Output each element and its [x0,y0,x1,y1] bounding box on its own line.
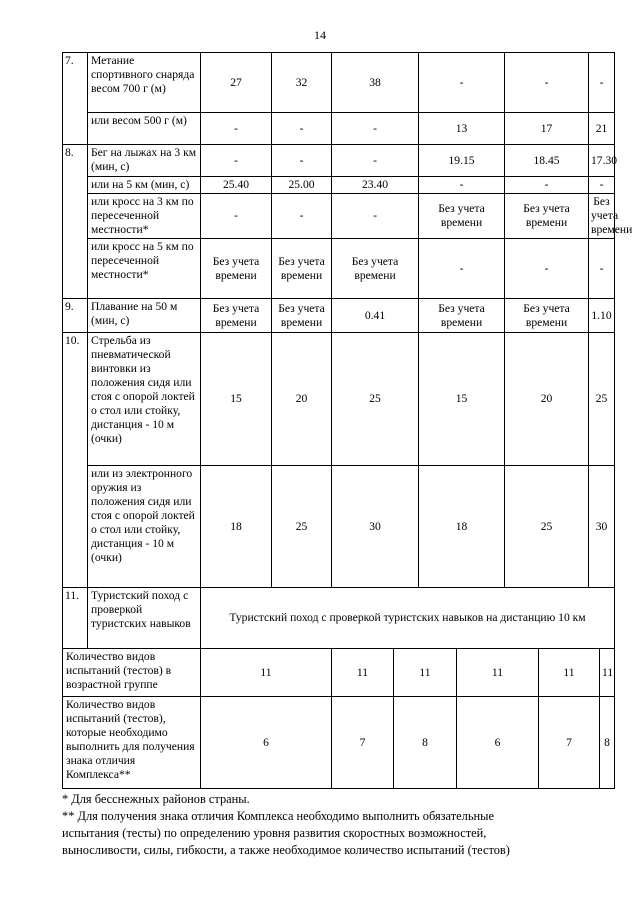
table-cell: 8 [394,697,457,789]
table-cell: 6 [201,697,332,789]
table-cell: - [201,145,272,177]
table-cell: 15 [419,333,505,466]
table-cell: 18 [201,466,272,588]
table-cell: Без учета времени [505,299,589,333]
row-number: 8. [63,145,88,299]
table-cell: - [272,145,332,177]
table-cell: 0.41 [332,299,419,333]
table-row [63,177,615,194]
table-cell: - [332,194,419,239]
table-row [63,299,615,333]
table-cell: 25 [272,466,332,588]
table-cell: Без учета времени [272,299,332,333]
footnote-line: испытания (тесты) по определению уровня развития скоростных возможностей, [62,826,487,840]
test-name: или на 5 км (мин, с) [88,177,201,194]
table-row [63,466,615,588]
table-row [63,145,615,177]
table-cell: - [201,113,272,145]
row-number: 9. [63,299,88,333]
table-row [63,697,615,789]
table-cell: 18.45 [505,145,589,177]
row-number: 11. [63,588,88,649]
table-cell: - [419,53,505,113]
test-name: Метание спортивного снаряда весом 700 г (м) [88,53,201,113]
table-cell: 32 [272,53,332,113]
table-row [63,649,615,697]
table-cell: - [272,194,332,239]
table-cell: - [589,177,615,194]
table-cell: 6 [457,697,539,789]
table-cell: 13 [419,113,505,145]
table-cell: 21 [589,113,615,145]
table-cell: 11 [539,649,600,697]
table-cell: - [589,53,615,113]
table-cell: 19.15 [419,145,505,177]
table-cell: 27 [201,53,272,113]
table-cell: - [505,239,589,299]
table-cell: - [201,194,272,239]
table-cell: - [419,239,505,299]
table-cell: - [589,239,615,299]
test-name: Туристский поход с проверкой туристских навыков [88,588,201,649]
table-row [63,113,615,145]
table-cell: Без учета времени [505,194,589,239]
total-tests-label: Количество видов испытаний (тестов) в возрастной группе [63,649,201,697]
table-cell: 15 [201,333,272,466]
table-cell: Без учета времени [272,239,332,299]
row-number: 10. [63,333,88,588]
test-name: Плавание на 50 м (мин, с) [88,299,201,333]
table-cell: 38 [332,53,419,113]
table-row [63,333,615,466]
table-cell: 20 [272,333,332,466]
table-cell: 18 [419,466,505,588]
table-cell: 7 [332,697,394,789]
norms-table [62,52,633,789]
row-number: 7. [63,53,88,145]
table-cell: 25.40 [201,177,272,194]
table-cell: 11 [600,649,615,697]
table-cell: 11 [332,649,394,697]
footnote-line: ** Для получения знака отличия Комплекса необходимо выполнить обязательные [62,809,494,823]
footnote-line: выносливости, силы, гибкости, а также необходимое количество испытаний (тестов) [62,843,510,857]
test-name: Бег на лыжах на 3 км (мин, с) [88,145,201,177]
table-row [63,53,615,113]
table-cell: 7 [539,697,600,789]
table-cell: 25 [505,466,589,588]
test-name: или из электронного оружия из положения сидя или стоя с опорой локтей о стол или стойку, дистанция - 10 м (очки) [88,466,201,588]
table-cell: 17 [505,113,589,145]
test-name: или кросс на 3 км по пересеченной местности* [88,194,201,239]
table-cell: - [419,177,505,194]
table-cell: Без учета времени [419,194,505,239]
test-name: Стрельба из пневматической винтовки из положения сидя или стоя с опорой локтей о стол или стойку, дистанция - 10 м (очки) [88,333,201,466]
test-name: или кросс на 5 км по пересеченной местности* [88,239,201,299]
table-cell: 8 [600,697,615,789]
table-cell: Без учета времени [419,299,505,333]
table-cell: - [505,177,589,194]
table-cell: Без учета времени [332,239,419,299]
footnote-snowless: * Для бесснежных районов страны. [62,792,250,806]
table-cell: Без учета времени [201,299,272,333]
table-cell: 11 [457,649,539,697]
table-cell: 1.10 [589,299,615,333]
table-cell: - [332,113,419,145]
table-cell: - [505,53,589,113]
page-number: 14 [314,28,326,42]
table-cell: Без учета времени [589,194,615,239]
table-row [63,239,615,299]
table-cell: 11 [394,649,457,697]
table-cell: Без учета времени [201,239,272,299]
table-row [63,588,615,649]
required-tests-label: Количество видов испытаний (тестов), которые необходимо выполнить для получения знака отличия Комплекса** [63,697,201,789]
table-row [63,194,615,239]
footnote-award [62,808,622,859]
table-cell: 23.40 [332,177,419,194]
table-cell: - [272,113,332,145]
table-cell: 30 [589,466,615,588]
table-cell: 25 [589,333,615,466]
table-cell: 11 [201,649,332,697]
table-cell: 30 [332,466,419,588]
table-cell: 20 [505,333,589,466]
hike-requirement: Туристский поход с проверкой туристских навыков на дистанцию 10 км [201,588,615,649]
table-cell: 25 [332,333,419,466]
table-cell: 17.30 [589,145,615,177]
table-cell: - [332,145,419,177]
table-cell: 25.00 [272,177,332,194]
test-name: или весом 500 г (м) [88,113,201,145]
